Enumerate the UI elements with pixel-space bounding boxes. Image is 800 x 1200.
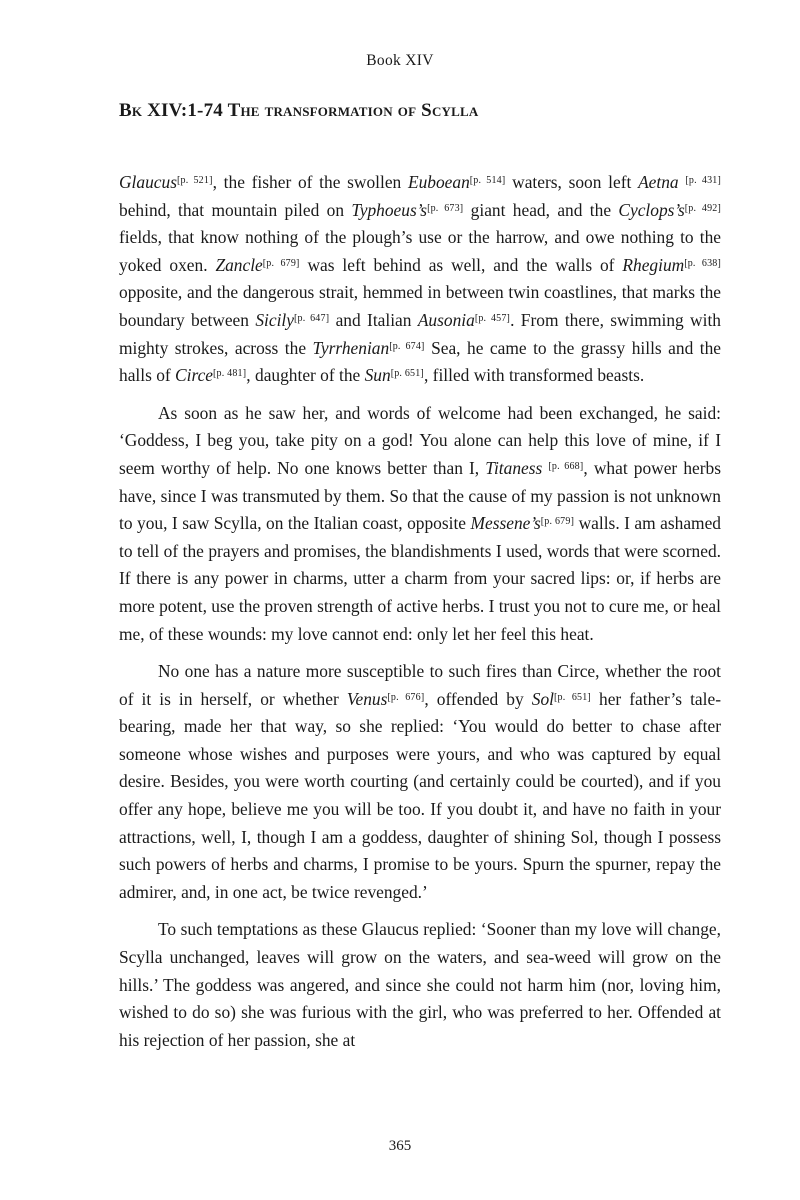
- italic-name: Sicily: [255, 309, 294, 330]
- italic-name: Messene’s: [470, 513, 541, 534]
- italic-name: Euboean: [407, 172, 470, 192]
- page-reference: [p. 492]: [684, 202, 721, 214]
- paragraph: No one has a nature more susceptible to such fires than Circe, whether the root of it is in herself, or whether Venus[p. 676], offended by Sol[p. 651] her father’s tale-bearing, made her that way, so she replied: ‘You would do better to chase after someone whose wishes and purposes were yours, and who was captured by equal desire. Besides, you were worth courting (and certainly could be courted), and if you offer any hope, believe me you will be too. If you doubt it, and have no faith in your attractions, well, I, though I am a goddess, daughter of shining Sol, though I possess such powers of herbs and charms, I promise to be yours. Spurn the spurner, repay the admirer, and, in one act, be twice revenged.’: [119, 661, 721, 902]
- italic-name: Aetna: [638, 172, 679, 192]
- page-reference: [p. 673]: [427, 202, 464, 214]
- italic-name: Cyclops’s: [618, 199, 685, 220]
- italic-name: Rhegium: [622, 254, 685, 275]
- page-reference: [p. 431]: [685, 175, 722, 186]
- paragraph: Glaucus[p. 521], the fisher of the swollen Euboean[p. 514] waters, soon left Aetna [p. 431] behind, that mountain piled on Typhoeus’s[p. 673] giant head, and the Cyclops’s[p. 492] fields, that know nothing of the plough’s use or the harrow, and owe nothing to the yoked oxen. Zancle[p. 679] was left behind as well, and the walls of Rhegium[p. 638] opposite, and the dangerous strait, hemmed in between twin coastlines, that marks the boundary between Sicily[p. 647] and Italian Ausonia[p. 457]. From there, swimming with mighty strokes, across the Tyrrhenian[p. 674] Sea, he came to the grassy hills and the halls of Circe[p. 481], daughter of the Sun[p. 651], filled with transformed beasts.: [119, 172, 722, 386]
- page-reference: [p. 651]: [390, 368, 424, 380]
- page-reference: [p. 676]: [387, 691, 425, 703]
- section-title: Bk XIV:1-74 The transformation of Scylla: [119, 100, 479, 121]
- page-number: 365: [388, 1138, 412, 1154]
- italic-name: Zancle: [215, 254, 263, 275]
- italic-name: Tyrrhenian: [312, 337, 390, 358]
- page-reference: [p. 521]: [176, 175, 213, 186]
- italic-name: Titaness: [485, 457, 543, 478]
- page-reference: [p. 457]: [474, 312, 511, 324]
- running-head: Book XIV: [366, 52, 434, 69]
- paragraph: As soon as he saw her, and words of welcome had been exchanged, he said: ‘Goddess, I beg you, take pity on a god! You alone can help this love of mine, if I seem worthy of help. No one knows better than I, Titaness [p. 668], what power herbs have, since I was transmuted by them. So that the cause of my passion is not unknown to you, I saw Scylla, on the Italian coast, opposite Messene’s[p. 679] walls. I am ashamed to tell of the prayers and promises, the blandishments I used, words that were scorned. If there is any power in charms, utter a charm from your sacred lips: or, if herbs are more potent, use the proven strength of active herbs. I trust you not to cure me, or heal me, of these wounds: my love cannot end: only let her feel this heat.: [119, 402, 721, 644]
- italic-name: Sol: [531, 688, 554, 709]
- italic-name: Circe: [175, 365, 214, 386]
- page-reference: [p. 638]: [684, 257, 722, 269]
- italic-name: Sun: [364, 365, 391, 386]
- page-reference: [p. 647]: [293, 312, 330, 324]
- page-reference: [p. 668]: [548, 460, 584, 472]
- italic-name: Glaucus: [119, 172, 177, 192]
- italic-name: Ausonia: [417, 309, 475, 330]
- page-reference: [p. 481]: [213, 368, 247, 380]
- page-reference: [p. 514]: [469, 175, 506, 186]
- page-reference: [p. 651]: [553, 691, 591, 703]
- page-reference: [p. 679]: [262, 257, 300, 269]
- body-text: [119, 169, 721, 1064]
- page-reference: [p. 674]: [389, 340, 425, 352]
- italic-name: Venus: [346, 688, 388, 709]
- paragraph: To such temptations as these Glaucus replied: ‘Sooner than my love will change, Scylla unchanged, leaves will grow on the waters, and sea-weed will grow on the hills.’ The goddess was angered, and since she could not harm him (nor, loving him, wished to do so) she was furious with the girl, who was preferred to her. Offended at his rejection of her passion, she at: [119, 919, 721, 1050]
- page-reference: [p. 679]: [540, 516, 575, 528]
- italic-name: Typhoeus’s: [351, 199, 428, 220]
